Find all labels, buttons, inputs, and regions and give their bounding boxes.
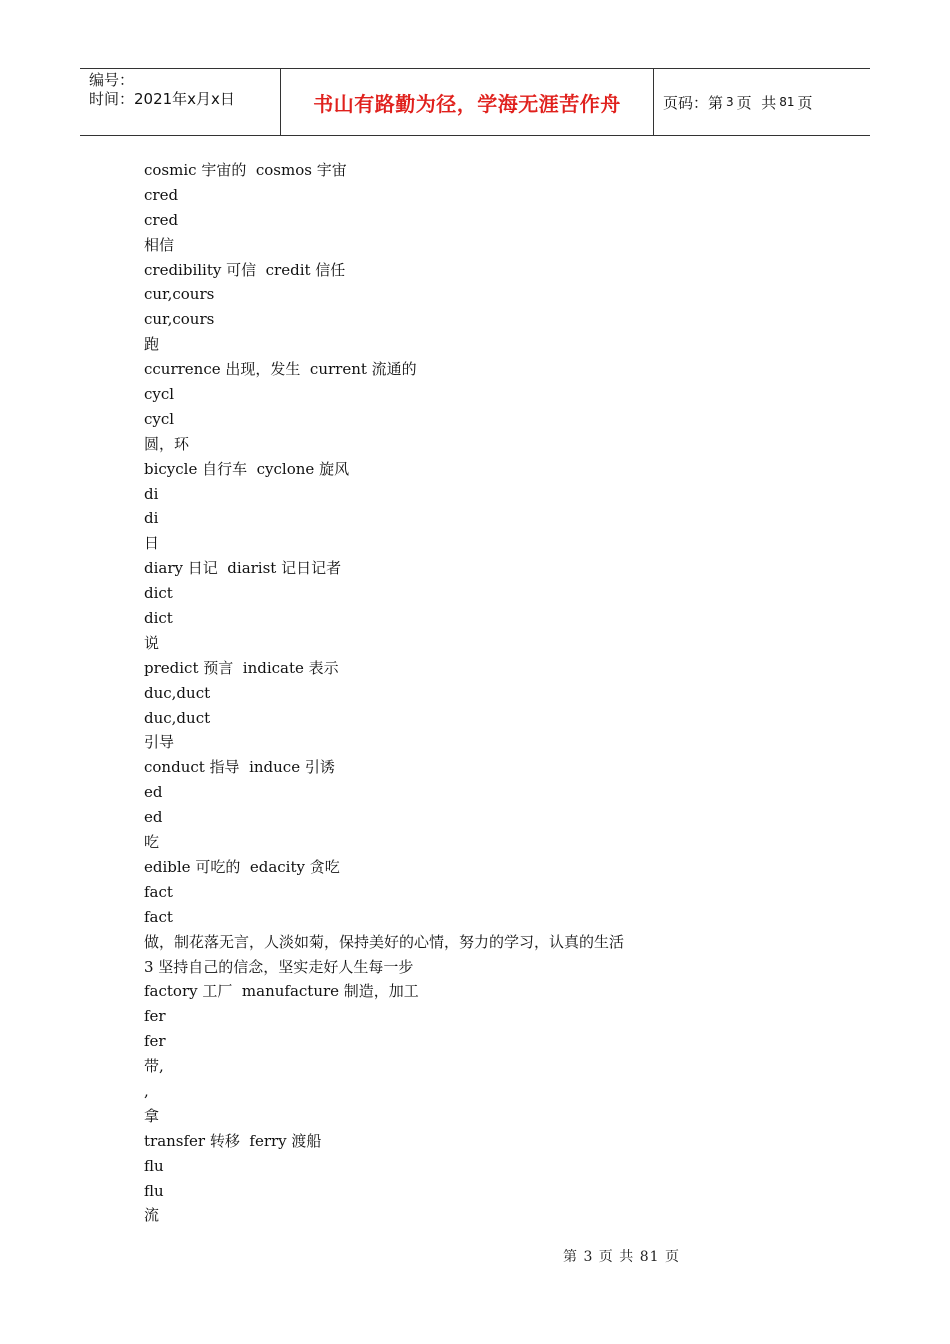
- header-page-prefix: 页码：第: [663, 93, 724, 112]
- text-line: cycl: [144, 385, 175, 404]
- text-line: duc,duct: [144, 683, 211, 702]
- text-line: cred: [144, 210, 179, 229]
- header-page-middle: 页 共: [736, 93, 777, 112]
- header-number-label: 编号：: [89, 71, 135, 89]
- text-line: fact: [144, 907, 173, 926]
- text-line: ed: [144, 808, 163, 827]
- header-page-current: 3: [726, 95, 734, 109]
- text-line: 拿: [144, 1106, 160, 1125]
- text-line: cred: [144, 185, 179, 204]
- text-line: 日: [144, 534, 160, 553]
- text-line: factory 工厂 manufacture 制造，加工: [144, 982, 419, 1001]
- text-line: flu: [144, 1181, 164, 1200]
- page-footer: 第 3 页 共 81 页: [563, 1249, 680, 1265]
- text-line: dict: [144, 609, 173, 628]
- text-line: conduct 指导 induce 引诱: [144, 758, 335, 777]
- header-info-cell: [80, 69, 281, 135]
- text-line: di: [144, 484, 159, 503]
- text-line: 圆，环: [144, 434, 190, 453]
- text-line: 引导: [144, 733, 175, 752]
- text-line: transfer 转移 ferry 渡船: [144, 1131, 322, 1150]
- header-page-info: [654, 69, 870, 135]
- text-line: cur,cours: [144, 310, 215, 329]
- header-page-suffix: 页: [797, 93, 813, 112]
- text-line: 做，制花落无言，人淡如菊，保持美好的心情，努力的学习，认真的生活: [144, 932, 625, 951]
- text-line: 吃: [144, 833, 160, 852]
- text-line: ed: [144, 783, 163, 802]
- text-line: 流: [144, 1206, 160, 1225]
- text-line: 带,: [144, 1057, 164, 1076]
- text-line: cosmic 宇宙的 cosmos 宇宙: [144, 161, 347, 179]
- text-line: ,: [144, 1081, 149, 1100]
- text-line: duc,duct: [144, 708, 211, 727]
- text-line: flu: [144, 1156, 164, 1175]
- text-line: cycl: [144, 409, 175, 428]
- header-time-label: 时间：2021年x月x日: [89, 90, 235, 108]
- text-line: cur,cours: [144, 285, 215, 304]
- text-line: dict: [144, 584, 173, 603]
- header-motto: 书山有路勤为径，学海无涯苦作舟: [281, 69, 654, 135]
- text-line: ccurrence 出现，发生 current 流通的: [144, 360, 417, 379]
- text-line: predict 预言 indicate 表示: [144, 658, 339, 677]
- text-line: 3 坚持自己的信念，坚实走好人生每一步: [144, 957, 414, 976]
- text-line: di: [144, 509, 159, 528]
- header-page-total: 81: [779, 95, 795, 109]
- text-line: 说: [144, 633, 160, 652]
- document-body: [144, 158, 844, 1228]
- text-line: 跑: [144, 335, 160, 354]
- text-line: fer: [144, 1007, 166, 1026]
- text-line: bicycle 自行车 cyclone 旋风: [144, 459, 350, 478]
- text-line: edible 可吃的 edacity 贪吃: [144, 857, 340, 876]
- text-line: fact: [144, 882, 173, 901]
- text-line: diary 日记 diarist 记日记者: [144, 559, 342, 578]
- text-line: fer: [144, 1032, 166, 1051]
- page-header: [80, 68, 870, 136]
- text-line: 相信: [144, 235, 175, 254]
- text-line: credibility 可信 credit 信任: [144, 260, 346, 279]
